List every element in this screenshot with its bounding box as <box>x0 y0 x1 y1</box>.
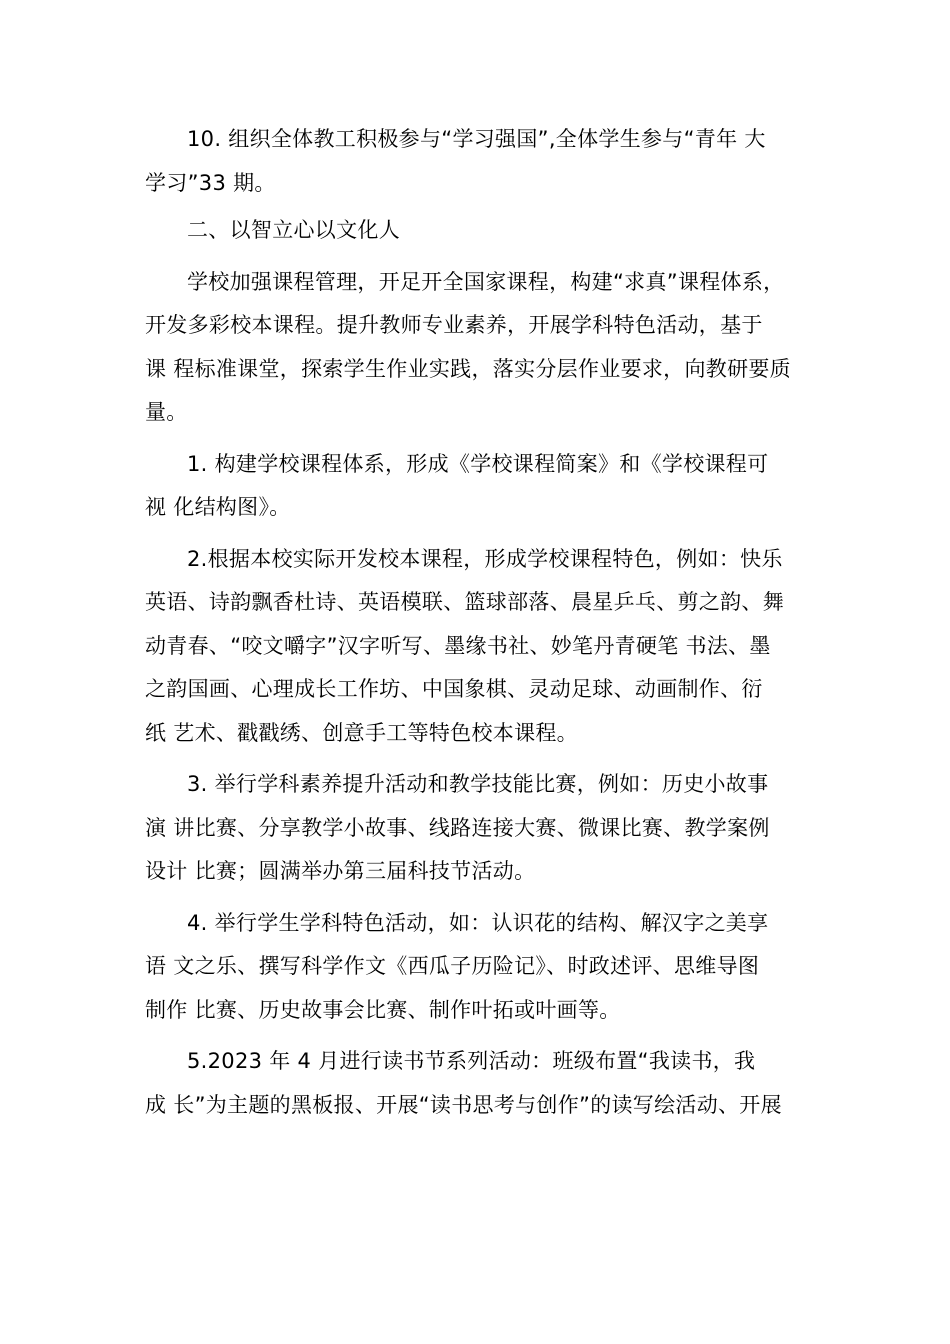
text-line: 成 长”为主题的黑板报、开展“读书思考与创作”的读写绘活动、开展 <box>145 1092 782 1117</box>
text-line: 语 文之乐、撰写科学作文《西瓜子历险记》、时政述评、思维导图 <box>145 954 760 978</box>
text-line: 课 程标准课堂，探索学生作业实践，落实分层作业要求，向教研要质 <box>145 356 791 381</box>
paragraph-item-10 <box>145 118 807 205</box>
text-line: 10. 组织全体教工积极参与“学习强国”,全体学生参与“青年 大 <box>187 127 766 151</box>
paragraph-intro <box>145 261 807 435</box>
paragraph-item-1 <box>145 443 807 530</box>
text-line: 二、以智立心以文化人 <box>187 218 400 242</box>
text-line: 制作 比赛、历史故事会比赛、制作叶拓或叶画等。 <box>145 997 621 1022</box>
text-line: 视 化结构图》。 <box>145 495 291 519</box>
text-line: 3. 举行学科素养提升活动和教学技能比赛，例如：历史小故事 <box>187 772 769 796</box>
text-line: 5.2023 年 4 月进行读书节系列活动：班级布置“我读书，我 <box>187 1049 756 1073</box>
paragraph-item-2 <box>145 538 807 756</box>
text-line: 2.根据本校实际开发校本课程，形成学校课程特色，例如：快乐 <box>187 546 783 571</box>
text-line: 4. 举行学生学科特色活动，如：认识花的结构、解汉字之美享 <box>187 910 769 935</box>
paragraph-item-4 <box>145 902 807 1033</box>
text-line: 设计 比赛；圆满举办第三届科技节活动。 <box>145 859 536 883</box>
text-line: 学校加强课程管理，开足开全国家课程，构建“求真”课程体系， <box>187 269 785 294</box>
text-line: 学习”33 期。 <box>145 170 276 195</box>
section-heading <box>145 209 807 253</box>
text-line: 量。 <box>145 400 188 424</box>
paragraph-item-5 <box>145 1040 807 1127</box>
paragraph-item-3 <box>145 763 807 894</box>
text-line: 演 讲比赛、分享教学小故事、线路连接大赛、微课比赛、教学案例 <box>145 815 770 840</box>
text-line: 开发多彩校本课程。提升教师专业素养，开展学科特色活动，基于 <box>145 313 763 337</box>
text-line: 纸 艺术、戳戳绣、创意手工等特色校本课程。 <box>145 720 578 745</box>
text-line: 之韵国画、心理成长工作坊、中国象棋、灵动足球、动画制作、衍 <box>145 677 763 701</box>
text-line: 1. 构建学校课程体系，形成《学校课程简案》和《学校课程可 <box>187 451 769 476</box>
document-body <box>145 118 807 1127</box>
text-line: 英语、诗韵飘香杜诗、英语模联、篮球部落、晨星乒乓、剪之韵、舞 <box>145 590 784 614</box>
text-line: 动青春、“咬文嚼字”汉字听写、墨缘书社、妙笔丹青硬笔 书法、墨 <box>145 633 771 658</box>
